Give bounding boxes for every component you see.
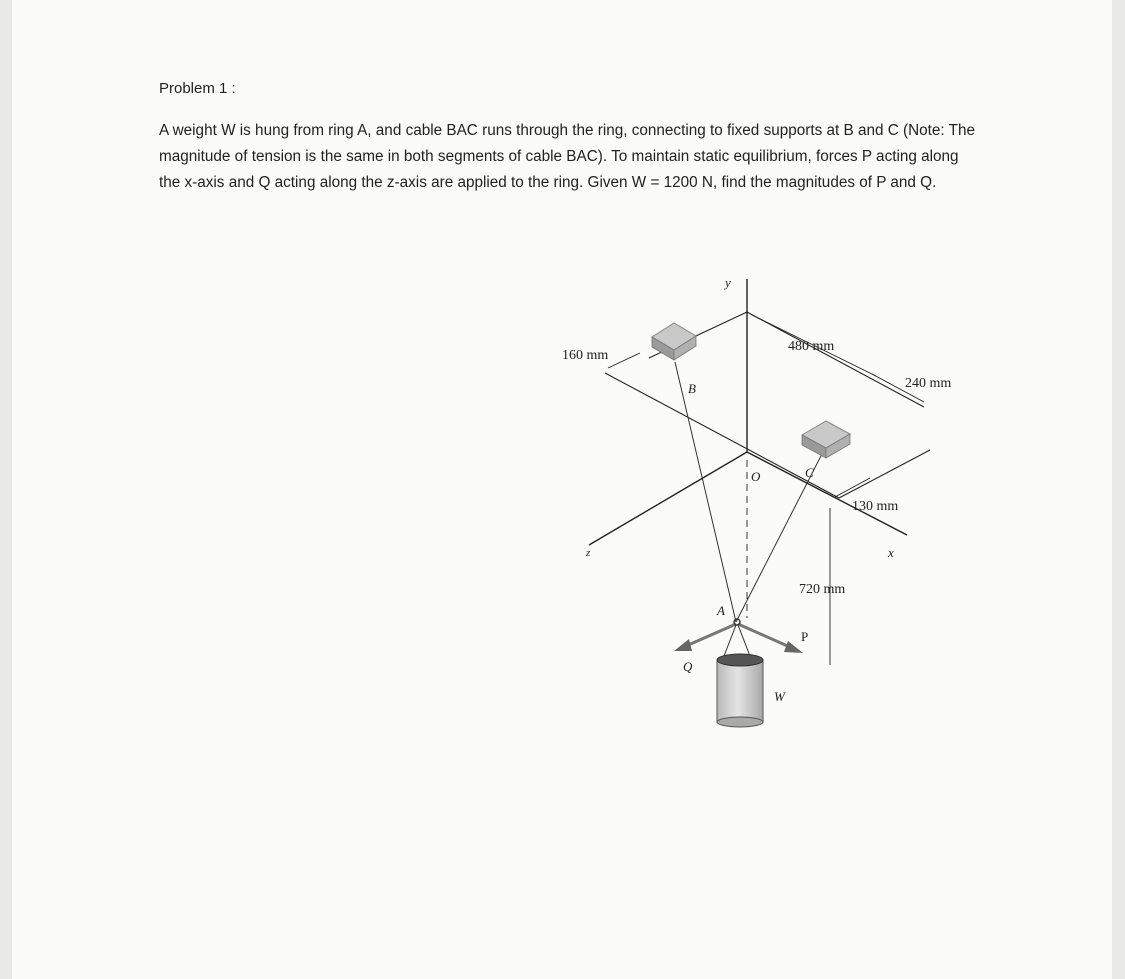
z-axis (589, 452, 747, 545)
force-P-arrow (738, 624, 792, 648)
problem-statement-text: A weight W is hung from ring A, and cable BAC runs through the ring, connecting to fixed supports at B and C (Note: The magnitude of tension is the same in both segments of cable BAC). To maintain static equilibrium, forces P acting along the x-axis and Q acting along the z-axis are applied to the ring. Given W = 1200 N, find the magnitudes of P and Q. (159, 122, 976, 191)
problem-heading: Problem 1 : (159, 80, 236, 97)
label-z-axis: z (586, 547, 591, 559)
label-B: B (688, 381, 696, 396)
label-y-axis: y (725, 275, 731, 290)
dimension-480: 480 mm (788, 339, 835, 354)
label-Q: Q (683, 659, 693, 674)
dimension-line (608, 353, 640, 368)
ceiling-line (747, 312, 924, 407)
label-x-axis: x (888, 545, 894, 560)
dimension-240: 240 mm (905, 376, 952, 391)
support-B (652, 323, 696, 360)
label-P: P (801, 629, 809, 644)
label-C: C (805, 465, 814, 480)
problem-statement (159, 118, 979, 196)
weight-W (717, 654, 763, 727)
dimension-130: 130 mm (852, 499, 899, 514)
label-W: W (774, 689, 785, 704)
ceiling-line (839, 450, 930, 498)
force-Q-arrow (686, 624, 736, 646)
document-page (12, 0, 1112, 979)
label-O: O (751, 469, 761, 484)
dimension-160: 160 mm (562, 348, 609, 363)
x-axis (747, 452, 907, 535)
cable-segment-AB (675, 362, 736, 622)
support-C (802, 421, 850, 458)
force-Q-arrowhead (674, 639, 692, 651)
cable-ring-figure (542, 265, 982, 735)
label-A: A (717, 603, 725, 618)
dimension-720: 720 mm (799, 582, 846, 597)
dimension-line (835, 478, 870, 497)
